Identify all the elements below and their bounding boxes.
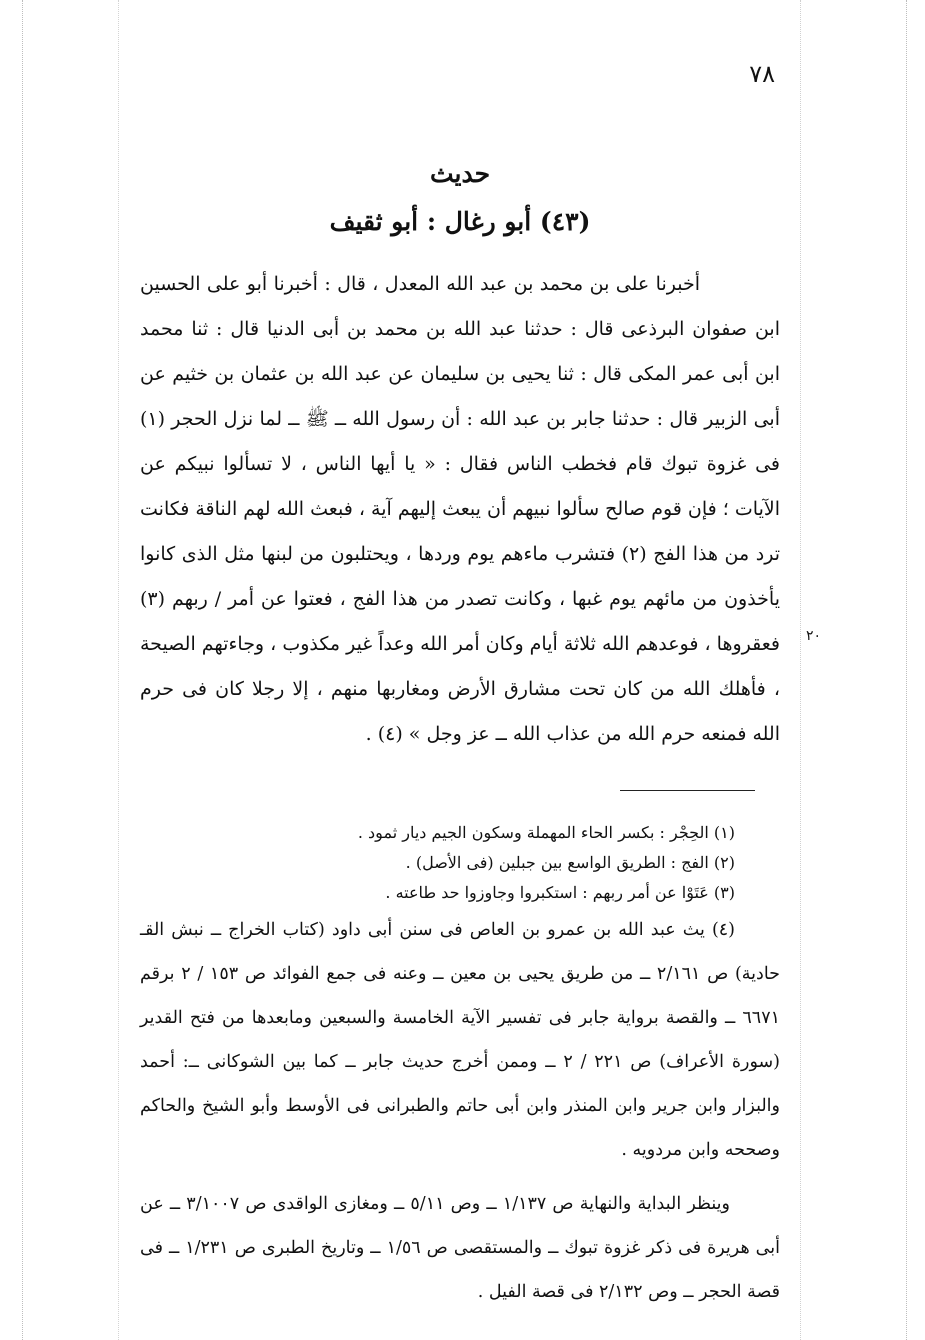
subheading: (٤٣) أبو رغال : أبو ثقيف bbox=[329, 207, 591, 236]
footnote-4 bbox=[140, 908, 780, 1172]
footnote-4-number: (٤) bbox=[711, 920, 735, 940]
scan-edge-right bbox=[906, 0, 907, 1340]
footnote-1: (١) الحِجْر : بكسر الحاء المهملة وسكون الجيم ديار ثمود . bbox=[357, 823, 735, 842]
footnotes bbox=[140, 818, 780, 1314]
scan-edge-left-inner bbox=[118, 0, 119, 1340]
heading: حديث bbox=[429, 159, 491, 188]
footnote-separator bbox=[620, 790, 755, 791]
heading-block bbox=[150, 150, 770, 246]
scan-edge-right-inner bbox=[800, 0, 801, 1340]
margin-line-number: ٢٠ bbox=[806, 628, 822, 644]
footnote-3: (٣) عَتَوْا عن أمر ربهم : استكبروا وجاوزوا حد طاعته . bbox=[385, 883, 735, 902]
footnote-4-continuation: وينظر البداية والنهاية ص ١/١٣٧ ــ وص ٥/١١ ــ ومغازى الواقدى ص ٣/١٠٠٧ ــ عن أبى هريرة فى ذكر غزوة تبوك ــ والمستقصى ص ١/٥٦ ــ وتاريخ الطبرى ص ١/٢٣١ ــ فى قصة الحجر ــ وص ٢/١٣٢ فى قصة الفيل . bbox=[140, 1194, 780, 1302]
page-number: ٧٨ bbox=[749, 60, 775, 88]
footnote-4-text: يث عبد الله بن عمرو بن العاص فى سنن أبى داود (كتاب الخراج ــ نبش القـ حادية) ص ٢/١٦١ ــ من طريق يحيى بن معين ــ وعنه فى جمع الفوائد ص ١٥٣ / ٢ برقم ٦٦٧١ ــ والقصة برواية جابر فى تفسير الآية الخامسة والسبعين ومابعدها من فتح القدير (سورة الأعراف) ص ٢٢١ / ٢ ــ وممن أخرج حديث جابر ــ كما بين الشوكانى ــ: أحمد والبزار وابن جرير وابن المنذر وابن أبى حاتم والطبرانى فى الأوسط وأبو الشيخ والحاكم وصححه وابن مردويه . bbox=[140, 920, 780, 1160]
scan-edge-left bbox=[22, 0, 23, 1340]
hadith-text bbox=[140, 262, 780, 757]
footnote-2: (٢) الفج : الطريق الواسع بين جبلين (فى الأصل) . bbox=[405, 853, 735, 872]
body-paragraph: أخبرنا على بن محمد بن عبد الله المعدل ، قال : أخبرنا أبو على الحسين ابن صفوان البرذعى قال : حدثنا عبد الله بن محمد بن أبى الدنيا قال : ثنا محمد ابن أبى عمر المكى قال : ثنا يحيى بن سليمان عن عبد الله بن عثمان بن خثيم عن أبى الزبير قال : حدثنا جابر بن عبد الله : أن رسول الله ــ ﷺ ــ لما نزل الحجر (١) فى غزوة تبوك قام فخطب الناس فقال : « يا أيها الناس ، لا تسألوا نبيكم عن الآيات ؛ فإن قوم صالح سألوا نبيهم أن يبعث إليهم آية ، فبعث الله لهم الناقة فكانت ترد من هذا الفج (٢) فتشرب ماءهم يوم وردها ، ويحتلبون من لبنها مثل الذى كانوا يأخذون من مائهم يوم غبها ، وكانت تصدر من هذا الفج ، فعتوا عن أمر / ربهم (٣) فعقروها ، فوعدهم الله ثلاثة أيام وكان أمر الله وعداً غير مكذوب ، وجاءتهم الصيحة ، فأهلك الله من كان تحت مشارق الأرض ومغاربها منهم ، إلا رجلا كان فى حرم الله فمنعه حرم الله من عذاب الله ــ عز وجل » (٤) . bbox=[140, 273, 780, 745]
